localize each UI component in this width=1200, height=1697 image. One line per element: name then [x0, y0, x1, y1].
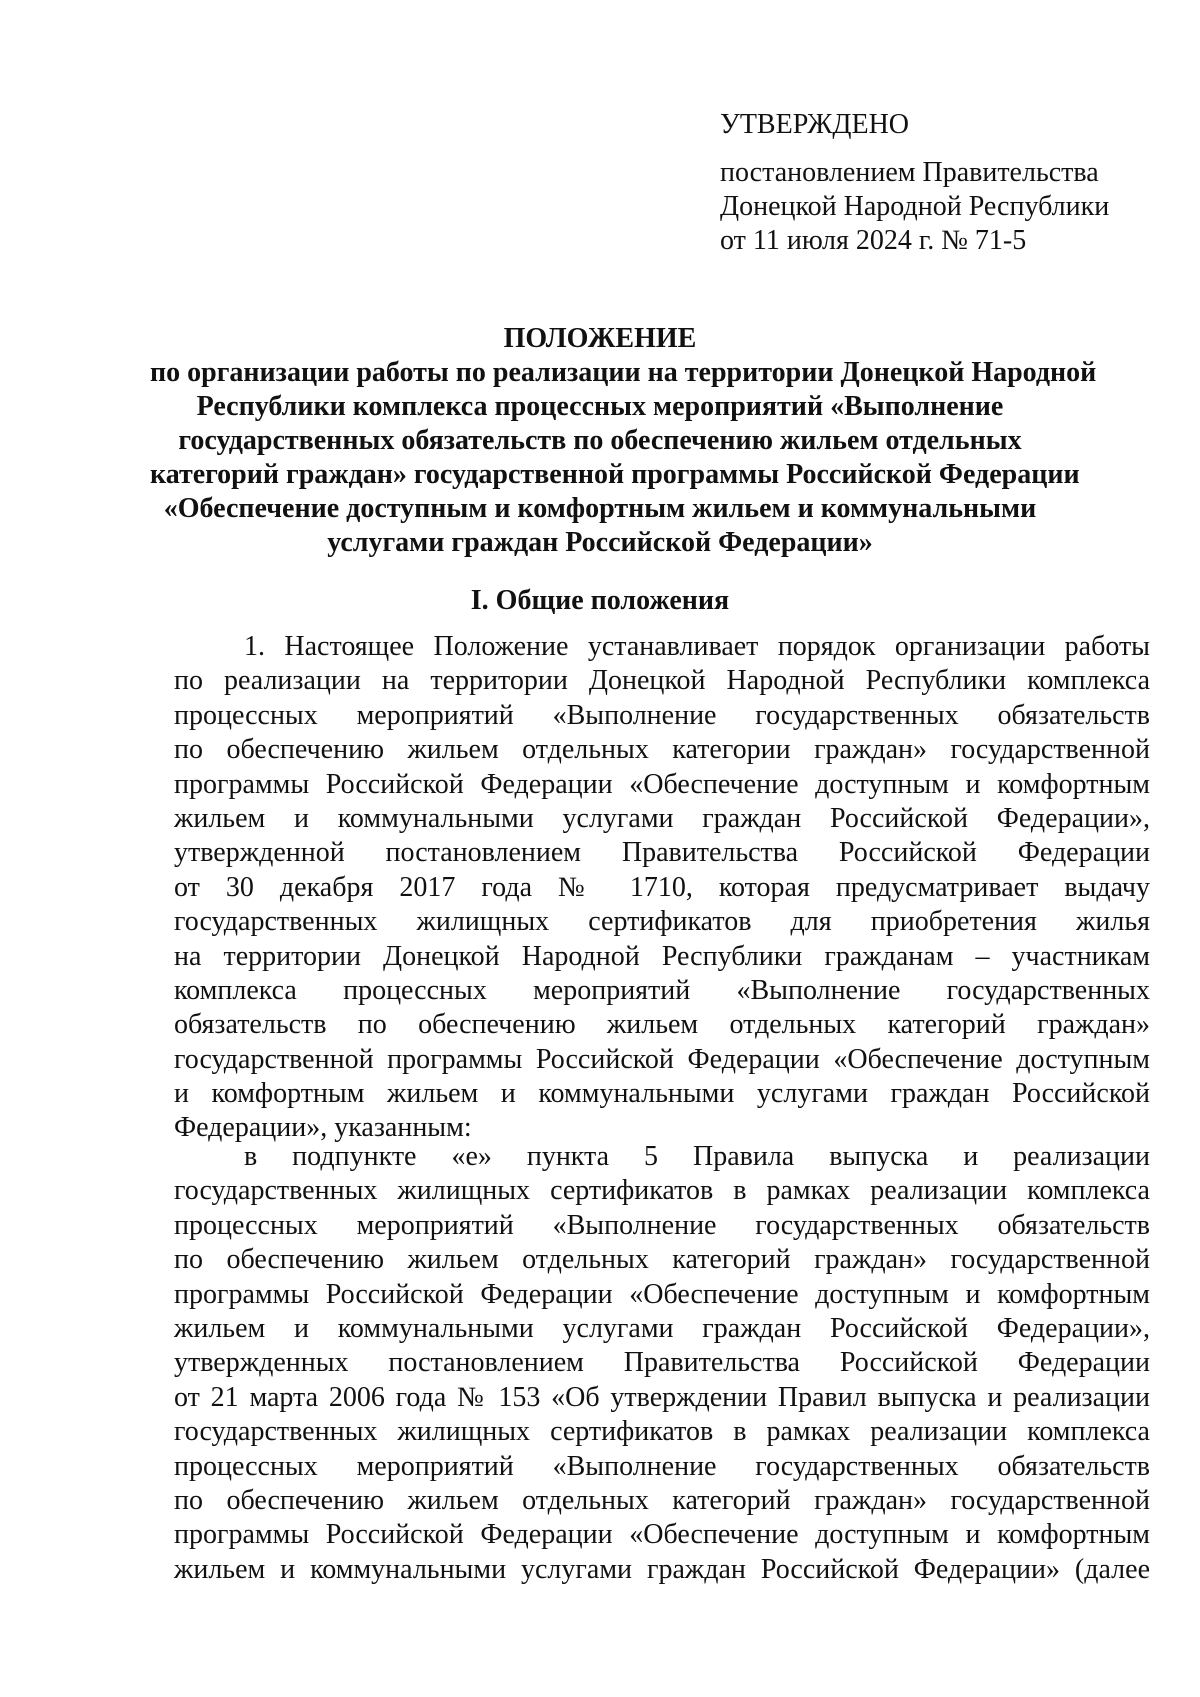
approval-line: постановлением Правительства — [720, 157, 1099, 188]
paragraph-line: на территории Донецкой Народной Республики гражданам – участникам — [174, 940, 1150, 972]
title-line: по организации работы по реализации на территории Донецкой Народной — [150, 357, 1097, 388]
paragraph-line: программы Российской Федерации «Обеспечение доступным и комфортным — [174, 768, 1150, 800]
paragraph-line: обязательств по обеспечению жильем отдельных категорий граждан» — [174, 1009, 1150, 1041]
paragraph-line: программы Российской Федерации «Обеспечение доступным и комфортным — [174, 1519, 1150, 1551]
paragraph-line: по обеспечению жильем отдельных категорий граждан» государственной — [174, 1244, 1150, 1276]
paragraph-line: комплекса процессных мероприятий «Выполнение государственных — [174, 974, 1150, 1006]
title-line: государственных обязательств по обеспечению жильем отдельных — [178, 425, 1022, 456]
paragraph-line: по обеспечению жильем отдельных категорий граждан» государственной — [174, 1484, 1150, 1516]
paragraph-line: государственной программы Российской Федерации «Обеспечение доступным — [174, 1043, 1150, 1075]
title-line: Республики комплекса процессных мероприятий «Выполнение — [196, 391, 1004, 422]
title-line: «Обеспечение доступным и комфортным жильем и коммунальными — [163, 493, 1037, 524]
title-line: услугами граждан Российской Федерации» — [327, 527, 873, 558]
paragraph-line: программы Российской Федерации «Обеспечение доступным и комфортным — [174, 1278, 1150, 1310]
approval-line: от 11 июля 2024 г. № 71-5 — [720, 225, 1027, 256]
paragraph-line: по обеспечению жильем отдельных категории граждан» государственной — [174, 734, 1150, 766]
paragraph-line: государственных жилищных сертификатов для приобретения жилья — [174, 906, 1150, 938]
paragraph-line: по реализации на территории Донецкой Народной Республики комплекса — [174, 665, 1150, 697]
paragraph-line: жильем и коммунальными услугами граждан Российской Федерации», — [174, 802, 1150, 834]
paragraph-line: Федерации», указанным: — [174, 1112, 472, 1144]
paragraph-line: процессных мероприятий «Выполнение государственных обязательств — [174, 1209, 1150, 1241]
paragraph-line: процессных мероприятий «Выполнение государственных обязательств — [174, 699, 1150, 731]
paragraph-line: государственных жилищных сертификатов в рамках реализации комплекса — [174, 1175, 1150, 1207]
paragraph-line: 1. Настоящее Положение устанавливает порядок организации работы — [244, 631, 1150, 662]
paragraph-1 — [174, 630, 1150, 1146]
section-heading: I. Общие положения — [470, 585, 730, 616]
paragraph-line: государственных жилищных сертификатов в рамках реализации комплекса — [174, 1416, 1150, 1448]
title-heading: ПОЛОЖЕНИЕ — [503, 323, 697, 354]
paragraph-line: утвержденной постановлением Правительства Российской Федерации — [174, 837, 1150, 869]
approval-title: УТВЕРЖДЕНО — [720, 109, 910, 140]
paragraph-line: в подпункте «е» пункта 5 Правила выпуска и реализации — [244, 1141, 1150, 1172]
paragraph-line: от 30 декабря 2017 года № 1710, которая предусматривает выдачу — [174, 871, 1150, 903]
paragraph-line: и комфортным жильем и коммунальными услугами граждан Российской — [174, 1078, 1150, 1110]
paragraph-line: от 21 марта 2006 года № 153 «Об утверждении Правил выпуска и реализации — [174, 1381, 1150, 1413]
document-title — [150, 322, 1097, 560]
approval-stamp — [720, 108, 1160, 258]
paragraph-line: жильем и коммунальными услугами граждан Российской Федерации» (далее — [174, 1553, 1150, 1585]
approval-line: Донецкой Народной Республики — [720, 191, 1110, 222]
paragraph-2 — [174, 1140, 1150, 1587]
paragraph-line: жильем и коммунальными услугами граждан Российской Федерации», — [174, 1312, 1150, 1344]
paragraph-line: процессных мероприятий «Выполнение государственных обязательств — [174, 1450, 1150, 1482]
paragraph-line: утвержденных постановлением Правительства Российской Федерации — [174, 1347, 1150, 1379]
title-line: категорий граждан» государственной программы Российской Федерации — [150, 459, 1080, 490]
